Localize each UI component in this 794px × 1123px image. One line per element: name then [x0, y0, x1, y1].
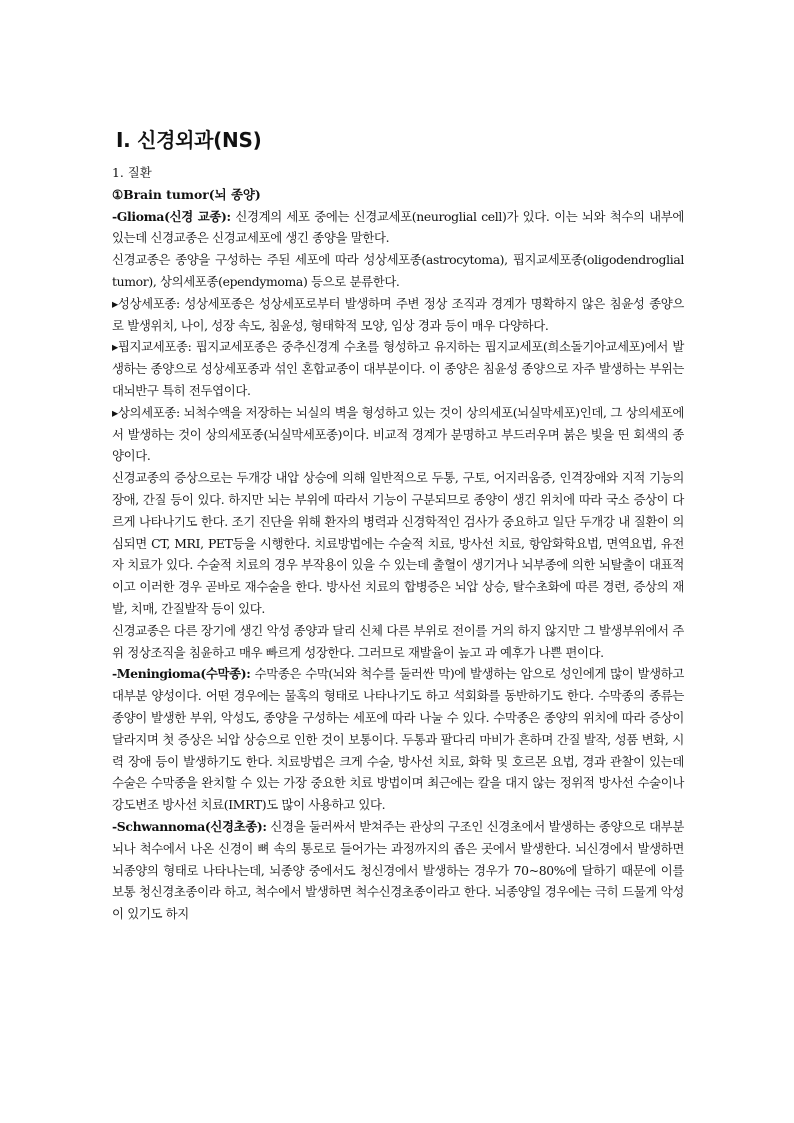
subsection-heading: ①Brain tumor(뇌 종양) — [112, 186, 261, 202]
glioma-prognosis-paragraph: 신경교종은 다른 장기에 생긴 악성 종양과 달리 신체 다른 부위로 전이를 거의 하지 않지만 그 발생부위에서 주위 정상조직을 침윤하고 매우 빠르게 성장한다. 그러므로 재발율이 높고 과 예후가 나쁜 편이다. — [112, 622, 684, 660]
schwannoma-label: -Schwannoma(신경초종): — [112, 818, 267, 834]
document-page — [112, 126, 684, 925]
meningioma-paragraph — [112, 663, 684, 816]
astrocytoma-paragraph: ▸성상세포종: 성상세포종은 성상세포로부터 발생하며 주변 정상 조직과 경계가 명확하지 않은 침윤성 종양으로 발생위치, 나이, 성장 속도, 침윤성, 형태학적 모양, 임상 경과 등이 매우 다양하다. — [112, 295, 684, 333]
glioma-intro-text: 신경계의 세포 중에는 신경교세포(neuroglial cell)가 있다. 이는 뇌와 척수의 내부에 있는데 신경교종은 신경교세포에 생긴 종양을 말한다. — [112, 208, 684, 246]
page-title: Ⅰ. 신경외과(NS) — [116, 128, 262, 152]
schwannoma-text: 신경을 둘러싸서 받쳐주는 관상의 구조인 신경초에서 발생하는 종양으로 대부분 뇌나 척수에서 나온 신경이 뼈 속의 통로로 들어가는 과정까지의 좁은 곳에서 발생한다. 뇌신경에서 발생하면 뇌종양의 형태로 나타나는데, 뇌종양 중에서도 청신경에서 발생하는 경우가 70~80%에 달하기 때문에 이를 보통 청신경초종이라 하고, 척수에서 발생하면 척수신경초종이라고 한다. 뇌종양일 경우에는 극히 드물게 악성이 있기도 하지 — [112, 818, 684, 922]
glioma-symptoms-paragraph: 신경교종의 증상으로는 두개강 내압 상승에 의해 일반적으로 두통, 구토, 어지러움증, 인격장애와 지적 기능의 장애, 간질 등이 있다. 하지만 뇌는 부위에 따라서 기능이 구분되므로 종양이 생긴 위치에 따라 국소 증상이 다르게 나타나기도 한다. 조기 진단을 위해 환자의 병력과 신경학적인 검사가 중요하고 일단 두개강 내 질환이 의심되면 CT, MRI, PET등을 시행한다. 치료방법에는 수술적 치료, 방사선 치료, 항암화학요법, 면역요법, 유전자 치료가 있다. 수술적 치료의 경우 부작용이 있을 수 있는데 출혈이 생기거나 뇌부종에 의한 뇌탈출이 대표적이고 이러한 경우 곧바로 재수술을 한다. 방사선 치료의 합병증은 뇌압 상승, 탈수초화에 따른 경련, 증상의 재발, 치매, 간질발작 등이 있다. — [112, 470, 684, 616]
glioma-label: -Glioma(신경 교종): — [112, 208, 231, 224]
meningioma-label: -Meningioma(수막종): — [112, 666, 251, 682]
glioma-intro — [112, 206, 684, 250]
meningioma-text: 수막종은 수막(뇌와 척수를 둘러싼 막)에 발생하는 암으로 성인에게 많이 발생하고 대부분 양성이다. 어떤 경우에는 물혹의 형태로 나타나기도 하고 석회화를 동반하기도 한다. 수막종의 종류는 종양이 발생한 부위, 악성도, 종양을 구성하는 세포에 따라 나눌 수 있다. 수막종은 종양의 위치에 따라 증상이 달라지며 첫 증상은 뇌압 상승으로 인한 것이 보통이다. 두통과 팔다리 마비가 흔하며 간질 발작, 성품 변화, 시력 장애 등이 발생하기도 한다. 치료방법은 크게 수술, 방사선 치료, 화학 및 호르몬 요법, 경과 관찰이 있는데 수술은 수막종을 완치할 수 있는 가장 중요한 치료 방법이며 최근에는 칼을 대지 않는 정위적 방사선 수술이나 강도변조 방사선 치료(IMRT)도 많이 사용하고 있다. — [112, 666, 684, 813]
ependymoma-paragraph: ▸상의세포종: 뇌척수액을 저장하는 뇌실의 벽을 형성하고 있는 것이 상의세포(뇌실막세포)인데, 그 상의세포에서 발생하는 것이 상의세포종(뇌실막세포종)이다. 비교적 경계가 분명하고 부드러우며 붉은 빛을 띤 회색의 종양이다. — [112, 404, 684, 464]
glioma-classification: 신경교종은 종양을 구성하는 주된 세포에 따라 성상세포종(astrocytoma), 핍지교세포종(oligodendroglial tumor), 상의세포종(ependymoma) 등으로 분류한다. — [112, 252, 684, 289]
section-heading: 1. 질환 — [112, 165, 152, 180]
schwannoma-paragraph — [112, 816, 684, 925]
oligodendroglioma-paragraph: ▸핍지교세포종: 핍지교세포종은 중추신경계 수초를 형성하고 유지하는 핍지교세포(희소돌기아교세포)에서 발생하는 종양으로 성상세포종과 섞인 혼합교종이 대부분이다. 이 종양은 침윤성 종양으로 자주 발생하는 부위는 대뇌반구 특히 전두엽이다. — [112, 339, 684, 398]
